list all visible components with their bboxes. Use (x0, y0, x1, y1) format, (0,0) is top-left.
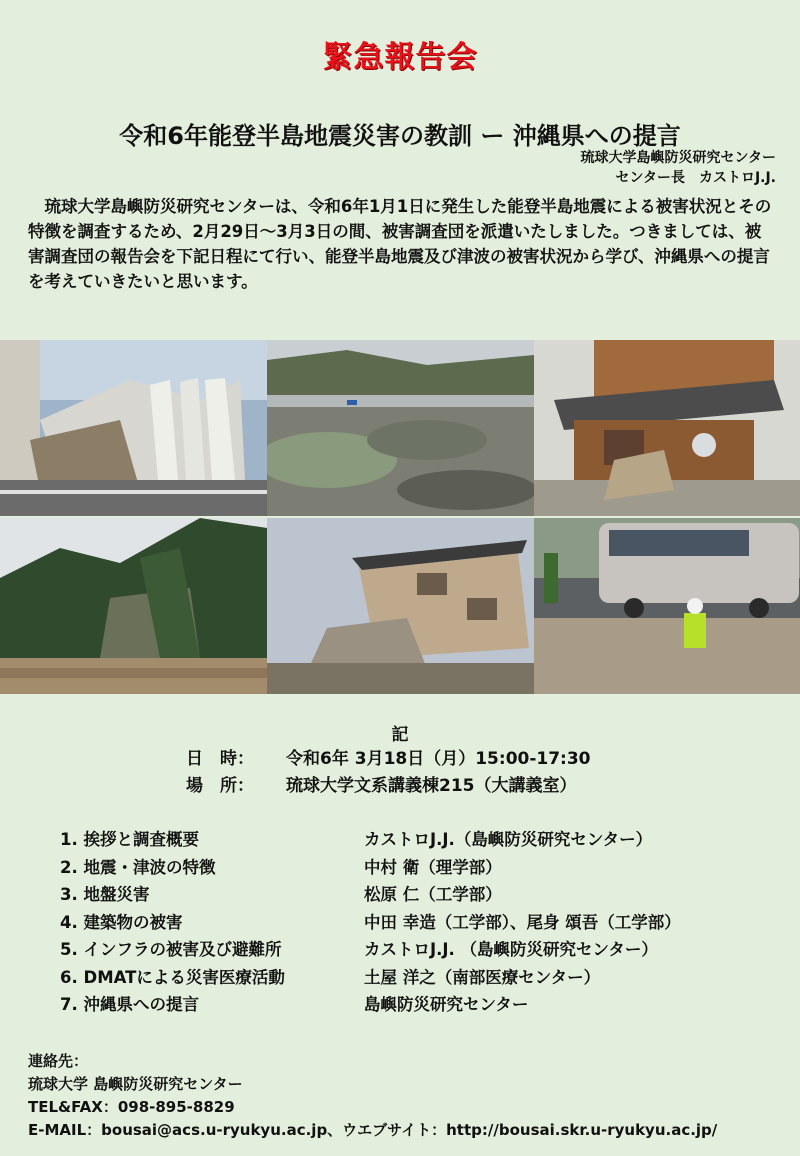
agenda-speaker: 松原 仁（工学部） (364, 885, 502, 904)
event-venue (186, 771, 577, 796)
agenda-item (60, 964, 780, 992)
agenda-topic: 1. 挨拶と調査概要 (60, 830, 199, 849)
agenda-item (60, 991, 780, 1019)
agenda-item (60, 826, 780, 854)
date-value: 令和6年 3月18日（月）15:00-17:30 (286, 749, 591, 769)
agenda-topic: 7. 沖縄県への提言 (60, 995, 199, 1014)
agenda-topic: 5. インフラの被害及び避難所 (60, 940, 282, 959)
organizer-affiliation: 琉球大学島嶼防災研究センター (580, 150, 776, 166)
photo-icon (267, 518, 534, 694)
event-date (186, 744, 591, 769)
agenda-topic: 6. DMATによる災害医療活動 (60, 967, 285, 987)
photo-icon (267, 340, 534, 516)
agenda-list (60, 826, 780, 1019)
agenda-item (60, 909, 780, 937)
agenda-speaker: 中村 衛（理学部） (364, 857, 502, 877)
photo-icon (0, 340, 267, 516)
agenda-speaker: 土屋 洋之（南部医療センター） (364, 967, 601, 987)
contact-label: 連絡先： (28, 1052, 89, 1070)
photo-icon (534, 518, 800, 694)
photo-grid (0, 340, 800, 696)
agenda-speaker: 中田 幸造（工学部）、尾身 頌吾（工学部） (364, 912, 681, 932)
venue-label: 場 所： (186, 776, 254, 796)
headline: 緊急報告会 (322, 40, 478, 75)
agenda-item (60, 854, 780, 882)
contact-email-web[interactable]: E-MAIL：bousai@acs.u-ryukyu.ac.jp、ウエブサイト：http://bousai.skr.u-ryukyu.ac.jp/ (28, 1121, 718, 1139)
damaged-wooden-house-photo (534, 340, 800, 516)
agenda-topic: 2. 地震・津波の特徴 (60, 857, 216, 877)
photo-icon (0, 518, 267, 694)
agenda-topic: 3. 地盤災害 (60, 885, 150, 904)
contact-info (28, 1050, 717, 1142)
agenda-speaker: カストロJ.J.（島嶼防災研究センター） (364, 830, 653, 849)
landslide-forest-photo (0, 518, 267, 694)
intro-paragraph: 琉球大学島嶼防災研究センターは、令和6年1月1日に発生した能登半島地震による被害状況とその特徴を調査するため、2月29日～3月3日の間、被害調査団を派遣いたしました。つきましては、被害調査団の報告会を下記日程にて行い、能登半島地震及び津波の被害状況から学び、沖縄県への提言を考えていきたいと思います。 (28, 197, 772, 291)
collapsed-house-photo (267, 518, 534, 694)
agenda-speaker: 島嶼防災研究センター (364, 995, 529, 1014)
field-survey-photo (534, 518, 800, 694)
notice-heading: 記 (391, 725, 409, 745)
contact-tel: TEL&FAX：098-895-8829 (28, 1098, 235, 1116)
venue-value: 琉球大学文系講義棟215（大講義室） (286, 776, 577, 796)
agenda-item (60, 881, 780, 909)
organizer-presenter: センター長 カストロJ.J. (615, 170, 776, 186)
organizer (581, 148, 776, 188)
agenda-item (60, 936, 780, 964)
date-label: 日 時： (186, 749, 254, 769)
agenda-topic: 4. 建築物の被害 (60, 912, 183, 932)
agenda-speaker: カストロJ.J. （島嶼防災研究センター） (364, 940, 658, 959)
harbor-uplift-photo (267, 340, 534, 516)
collapsed-building-photo (0, 340, 267, 516)
photo-icon (534, 340, 800, 516)
page-title: 令和6年能登半島地震災害の教訓 ー 沖縄県への提言 (119, 122, 681, 150)
contact-org: 琉球大学 島嶼防災研究センター (28, 1075, 243, 1093)
